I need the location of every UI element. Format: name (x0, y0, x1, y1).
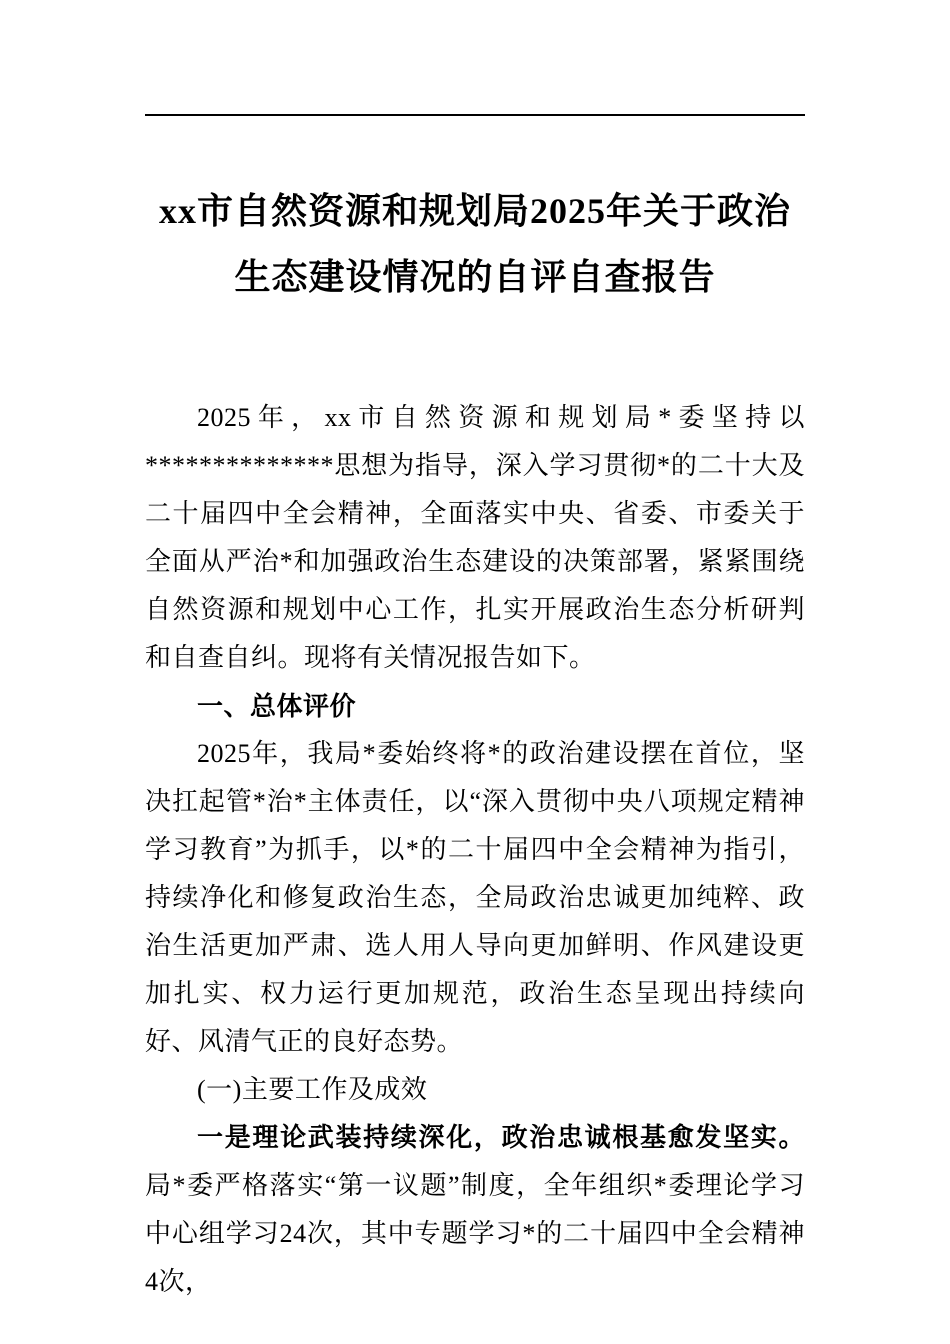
document-title: xx市自然资源和规划局2025年关于政治生态建设情况的自评自查报告 (158, 191, 791, 297)
section-heading-overall-evaluation: 一、总体评价 (197, 691, 357, 721)
document-content (145, 0, 805, 1306)
point-one-lead: 一是理论武装持续深化，政治忠诚根基愈发坚实。 (197, 1123, 805, 1152)
header-rule (145, 114, 805, 116)
section-body-paragraph: 2025年，我局*委始终将*的政治建设摆在首位，坚决扛起管*治*主体责任，以“深入贯彻中央八项规定精神学习教育”为抓手，以*的二十届四中全会精神为指引，持续净化和修复政治生态，全局政治忠诚更加纯粹、政治生活更加严肃、选人用人导向更加鲜明、作风建设更加扎实、权力运行更加规范，政治生态呈现出持续向好、风清气正的良好态势。 (145, 739, 805, 1056)
subsection-heading-main-work: (一)主要工作及成效 (197, 1075, 428, 1104)
point-one-body: 局*委严格落实“第一议题”制度，全年组织*委理论学习中心组学习24次，其中专题学习*的二十届四中全会精神4次， (145, 1171, 805, 1296)
point-one-paragraph (145, 1114, 805, 1306)
intro-paragraph: 2025年，xx市自然资源和规划局*委坚持以**************思想为指导，深入学习贯彻*的二十大及二十届四中全会精神，全面落实中央、省委、市委关于全面从严治*和加强政治生态建设的决策部署，紧紧围绕自然资源和规划中心工作，扎实开展政治生态分析研判和自查自纠。现将有关情况报告如下。 (145, 403, 805, 672)
